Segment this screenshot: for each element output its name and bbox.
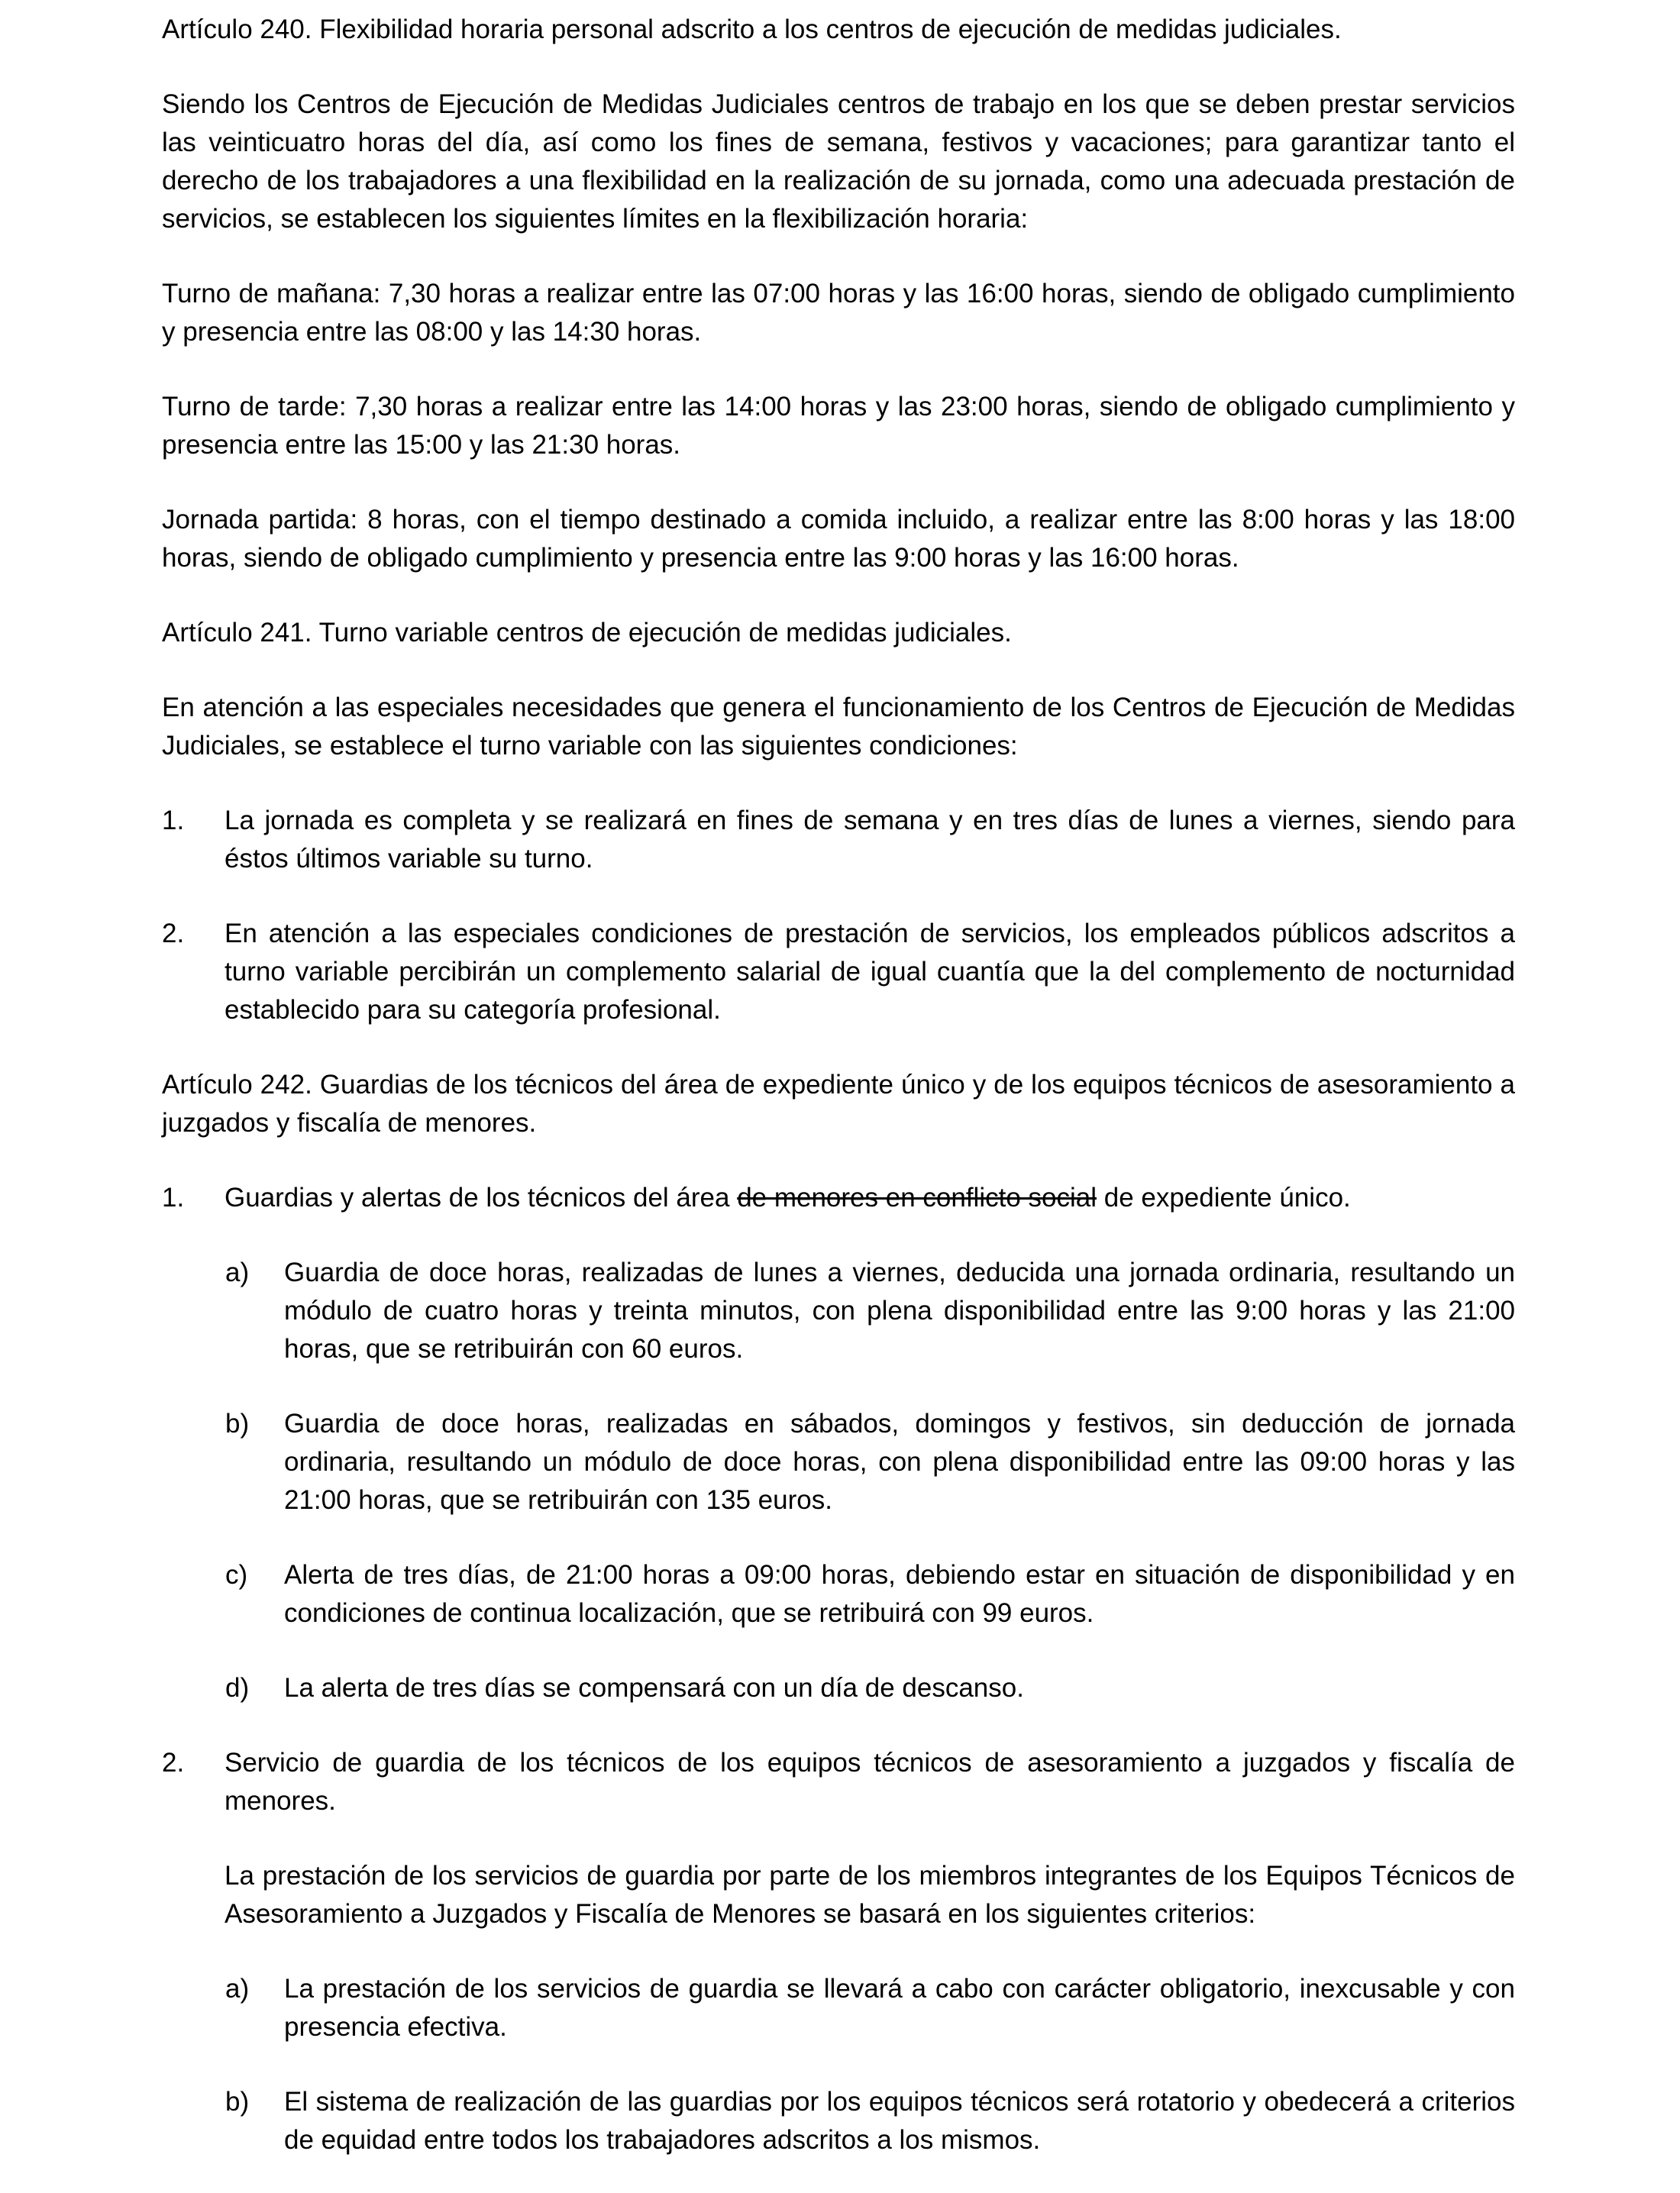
item-letter: c) bbox=[225, 1560, 248, 1590]
item-text-before: Guardias y alertas de los técnicos del área bbox=[225, 1183, 738, 1213]
item-letter: d) bbox=[225, 1673, 250, 1703]
item-text-after: de expediente único. bbox=[1097, 1183, 1351, 1213]
article-242-heading: Artículo 242. Guardias de los técnicos del área de expediente único y de los equipos técnicos de asesoramiento a juzgados y fiscalía de menores. bbox=[162, 1070, 1515, 1138]
item-number: 1. bbox=[162, 806, 185, 835]
item-text: La alerta de tres días se compensará con un día de descanso. bbox=[284, 1673, 1024, 1703]
article-240-intro: Siendo los Centros de Ejecución de Medidas Judiciales centros de trabajo en los que se deben prestar servicios las veinticuatro horas del día, así como los fines de semana, festivos y vacaciones; para garantizar tanto el derecho de los trabajadores a una flexibilidad en la realización de su jornada, como una adecuada prestación de servicios, se establecen los siguientes límites en la flexibilización horaria: bbox=[162, 89, 1515, 234]
item-text: En atención a las especiales condiciones de prestación de servicios, los empleados públicos adscritos a turno variable percibirán un complemento salarial de igual cuantía que la del complemento de nocturnidad establecido para su categoría profesional. bbox=[225, 919, 1515, 1025]
paragraph-turno-manana: Turno de mañana: 7,30 horas a realizar entre las 07:00 horas y las 16:00 horas, siendo de obligado cumplimiento y presencia entre las 08:00 y las 14:30 horas. bbox=[162, 279, 1515, 347]
item-letter: a) bbox=[225, 1258, 250, 1287]
article-242-item-2-intro: La prestación de los servicios de guardia por parte de los miembros integrantes de los Equipos Técnicos de Asesoramiento a Juzgados y Fiscalía de Menores se basará en los siguientes criterios: bbox=[225, 1861, 1515, 1929]
article-241-item-1 bbox=[162, 802, 1515, 878]
article-242-item-2 bbox=[162, 1744, 1515, 1820]
item-number: 2. bbox=[162, 919, 185, 948]
item-text: La prestación de los servicios de guardia se llevará a cabo con carácter obligatorio, inexcusable y con presencia efectiva. bbox=[284, 1974, 1515, 2042]
paragraph-jornada-partida: Jornada partida: 8 horas, con el tiempo destinado a comida incluido, a realizar entre las 8:00 horas y las 18:00 horas, siendo de obligado cumplimiento y presencia entre las 9:00 horas y las 16:00 horas. bbox=[162, 505, 1515, 573]
item-letter: b) bbox=[225, 2087, 250, 2117]
article-242-item-1-sub-a bbox=[225, 1254, 1515, 1368]
article-242-item-2-sub-b bbox=[225, 2083, 1515, 2159]
item-text: Guardia de doce horas, realizadas de lunes a viernes, deducida una jornada ordinaria, resultando un módulo de cuatro horas y treinta minutos, con plena disponibilidad entre las 9:00 horas y las 21:00 horas, que se retribuirán con 60 euros. bbox=[284, 1258, 1515, 1364]
article-242-item-1-sub-b bbox=[225, 1405, 1515, 1520]
article-241-heading: Artículo 241. Turno variable centros de ejecución de medidas judiciales. bbox=[162, 618, 1012, 648]
item-number: 2. bbox=[162, 1748, 185, 1778]
item-text: Alerta de tres días, de 21:00 horas a 09:00 horas, debiendo estar en situación de disponibilidad y en condiciones de continua localización, que se retribuirá con 99 euros. bbox=[284, 1560, 1515, 1628]
item-letter: b) bbox=[225, 1409, 250, 1439]
article-242-item-1-sub-d bbox=[225, 1669, 1515, 1707]
article-241-intro: En atención a las especiales necesidades que genera el funcionamiento de los Centros de Ejecución de Medidas Judiciales, se establece el turno variable con las siguientes condiciones: bbox=[162, 693, 1515, 761]
article-242-item-1 bbox=[162, 1179, 1515, 1217]
article-242-item-1-sub-c bbox=[225, 1556, 1515, 1633]
item-number: 1. bbox=[162, 1183, 185, 1213]
article-242-item-2-sub-a bbox=[225, 1970, 1515, 2046]
item-text: Guardia de doce horas, realizadas en sábados, domingos y festivos, sin deducción de jornada ordinaria, resultando un módulo de doce horas, con plena disponibilidad entre las 09:00 horas y las 21:00 horas, que se retribuirán con 135 euros. bbox=[284, 1409, 1515, 1515]
article-240-heading: Artículo 240. Flexibilidad horaria personal adscrito a los centros de ejecución de medidas judiciales. bbox=[162, 15, 1342, 44]
struck-text: de menores en conflicto social bbox=[737, 1183, 1097, 1213]
item-text: La jornada es completa y se realizará en fines de semana y en tres días de lunes a viernes, siendo para éstos últimos variable su turno. bbox=[225, 806, 1515, 874]
item-text: El sistema de realización de las guardias por los equipos técnicos será rotatorio y obedecerá a criterios de equidad entre todos los trabajadores adscritos a los mismos. bbox=[284, 2087, 1515, 2155]
item-text-with-strikethrough bbox=[225, 1179, 1515, 1217]
paragraph-turno-tarde: Turno de tarde: 7,30 horas a realizar entre las 14:00 horas y las 23:00 horas, siendo de obligado cumplimiento y presencia entre las 15:00 y las 21:30 horas. bbox=[162, 392, 1515, 460]
item-text: Servicio de guardia de los técnicos de los equipos técnicos de asesoramiento a juzgados y fiscalía de menores. bbox=[225, 1748, 1515, 1816]
item-letter: a) bbox=[225, 1974, 250, 2004]
article-241-item-2 bbox=[162, 915, 1515, 1029]
